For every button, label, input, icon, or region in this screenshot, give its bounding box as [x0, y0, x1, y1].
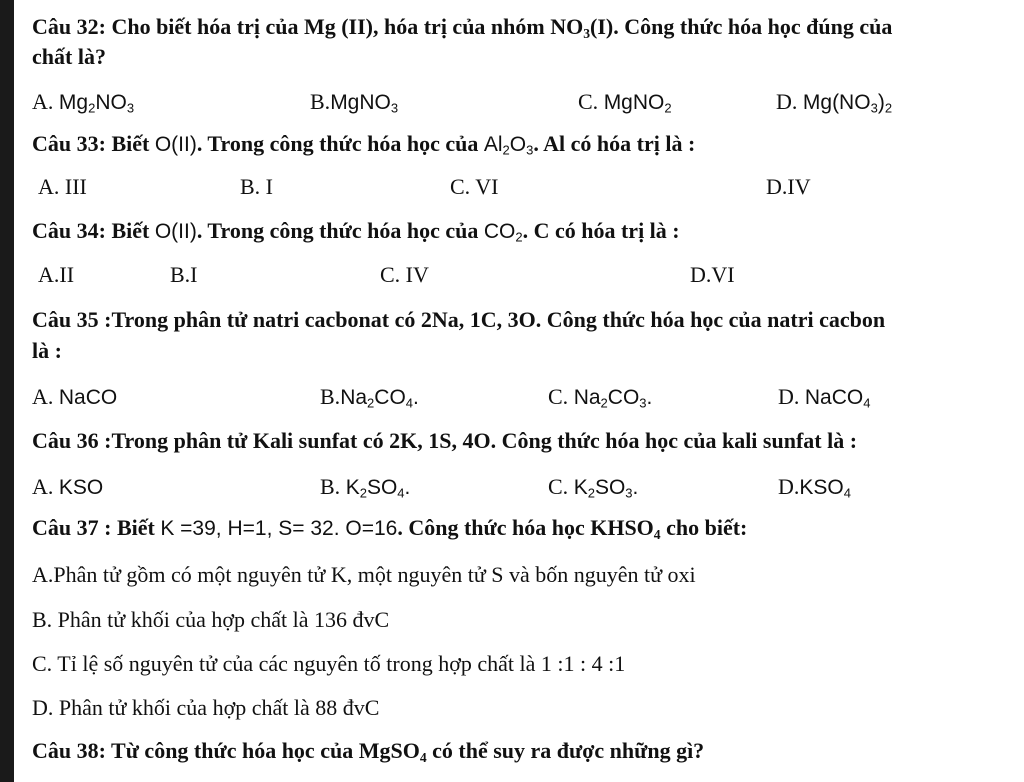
question-34-option-a[interactable]: A.II [38, 262, 75, 287]
question-34: Câu 34: Biết O(II). Trong công thức hóa học của $CO_2$. C có hóa trị là : [32, 218, 680, 245]
question-32-option-c[interactable]: C. MgNO$_2$ [578, 89, 672, 116]
question-35-option-a[interactable]: A. NaCO [32, 384, 118, 409]
question-38: Câu 38: Từ công thức hóa học của MgSO$_4$ có thể suy ra được những gì? [32, 738, 705, 765]
question-37-option-b[interactable]: B. Phân tử khối của hợp chất là 136 đvC [32, 607, 390, 632]
question-35-line-2: là : [32, 338, 62, 363]
question-32-option-b[interactable]: B.MgNO$_3$ [310, 89, 399, 116]
question-33-option-b[interactable]: B. I [240, 174, 273, 199]
question-34-option-d[interactable]: D.VI [690, 262, 735, 287]
question-33-option-a[interactable]: A. III [38, 174, 87, 199]
question-37-option-c[interactable]: C. Tỉ lệ số nguyên tử của các nguyên tố trong hợp chất là 1 :1 : 4 :1 [32, 651, 626, 676]
question-36-option-c[interactable]: C. $K_2SO_3$. [548, 474, 639, 501]
question-36-option-d[interactable]: $D.KSO_4$ [778, 474, 851, 501]
question-35-line-1: Câu 35 :Trong phân tử natri cacbonat có 2Na, 1C, 3O. Công thức hóa học của natri cacbon [32, 307, 886, 332]
question-32-line-1: Câu 32: Cho biết hóa trị của Mg (II), hóa trị của nhóm $NO_3(I)$. Công thức hóa học đúng của [32, 14, 893, 41]
question-37-option-d[interactable]: D. Phân tử khối của hợp chất là 88 đvC [32, 695, 380, 720]
question-33-option-c[interactable]: C. VI [450, 174, 499, 199]
question-37: Câu 37 : Biết K =39, H=1, S= 32. O=16. Công thức hóa học $KHSO_4$ cho biết: [32, 515, 748, 542]
question-36-option-a[interactable]: A. KSO [32, 474, 104, 499]
question-35-option-d[interactable]: D. NaCO$_4$ [778, 384, 871, 411]
worksheet-page [14, 0, 1024, 782]
question-33: Câu 33: Biết O(II). Trong công thức hóa học của $Al_2O_3$. Al có hóa trị là : [32, 131, 696, 158]
question-35-option-b[interactable]: $B.Na_2CO_4$. [320, 384, 419, 411]
question-33-option-d[interactable]: D.IV [766, 174, 811, 199]
question-36-option-b[interactable]: B. $K_2SO_4$. [320, 474, 411, 501]
question-34-option-b[interactable]: B.I [170, 262, 198, 287]
question-36: Câu 36 :Trong phân tử Kali sunfat có 2K, 1S, 4O. Công thức hóa học của kali sunfat là : [32, 428, 858, 453]
question-37-option-a[interactable]: A.Phân tử gồm có một nguyên tử K, một nguyên tử S và bốn nguyên tử oxi [32, 562, 696, 587]
question-35-option-c[interactable]: C. $Na_2CO_3$. [548, 384, 653, 411]
question-34-option-c[interactable]: C. IV [380, 262, 429, 287]
question-32-option-d[interactable]: D. $Mg(NO_3)_2$ [776, 89, 893, 116]
question-32-option-a[interactable]: A. $Mg_2NO_3$ [32, 89, 135, 116]
question-32-line-2: chất là? [32, 44, 106, 69]
